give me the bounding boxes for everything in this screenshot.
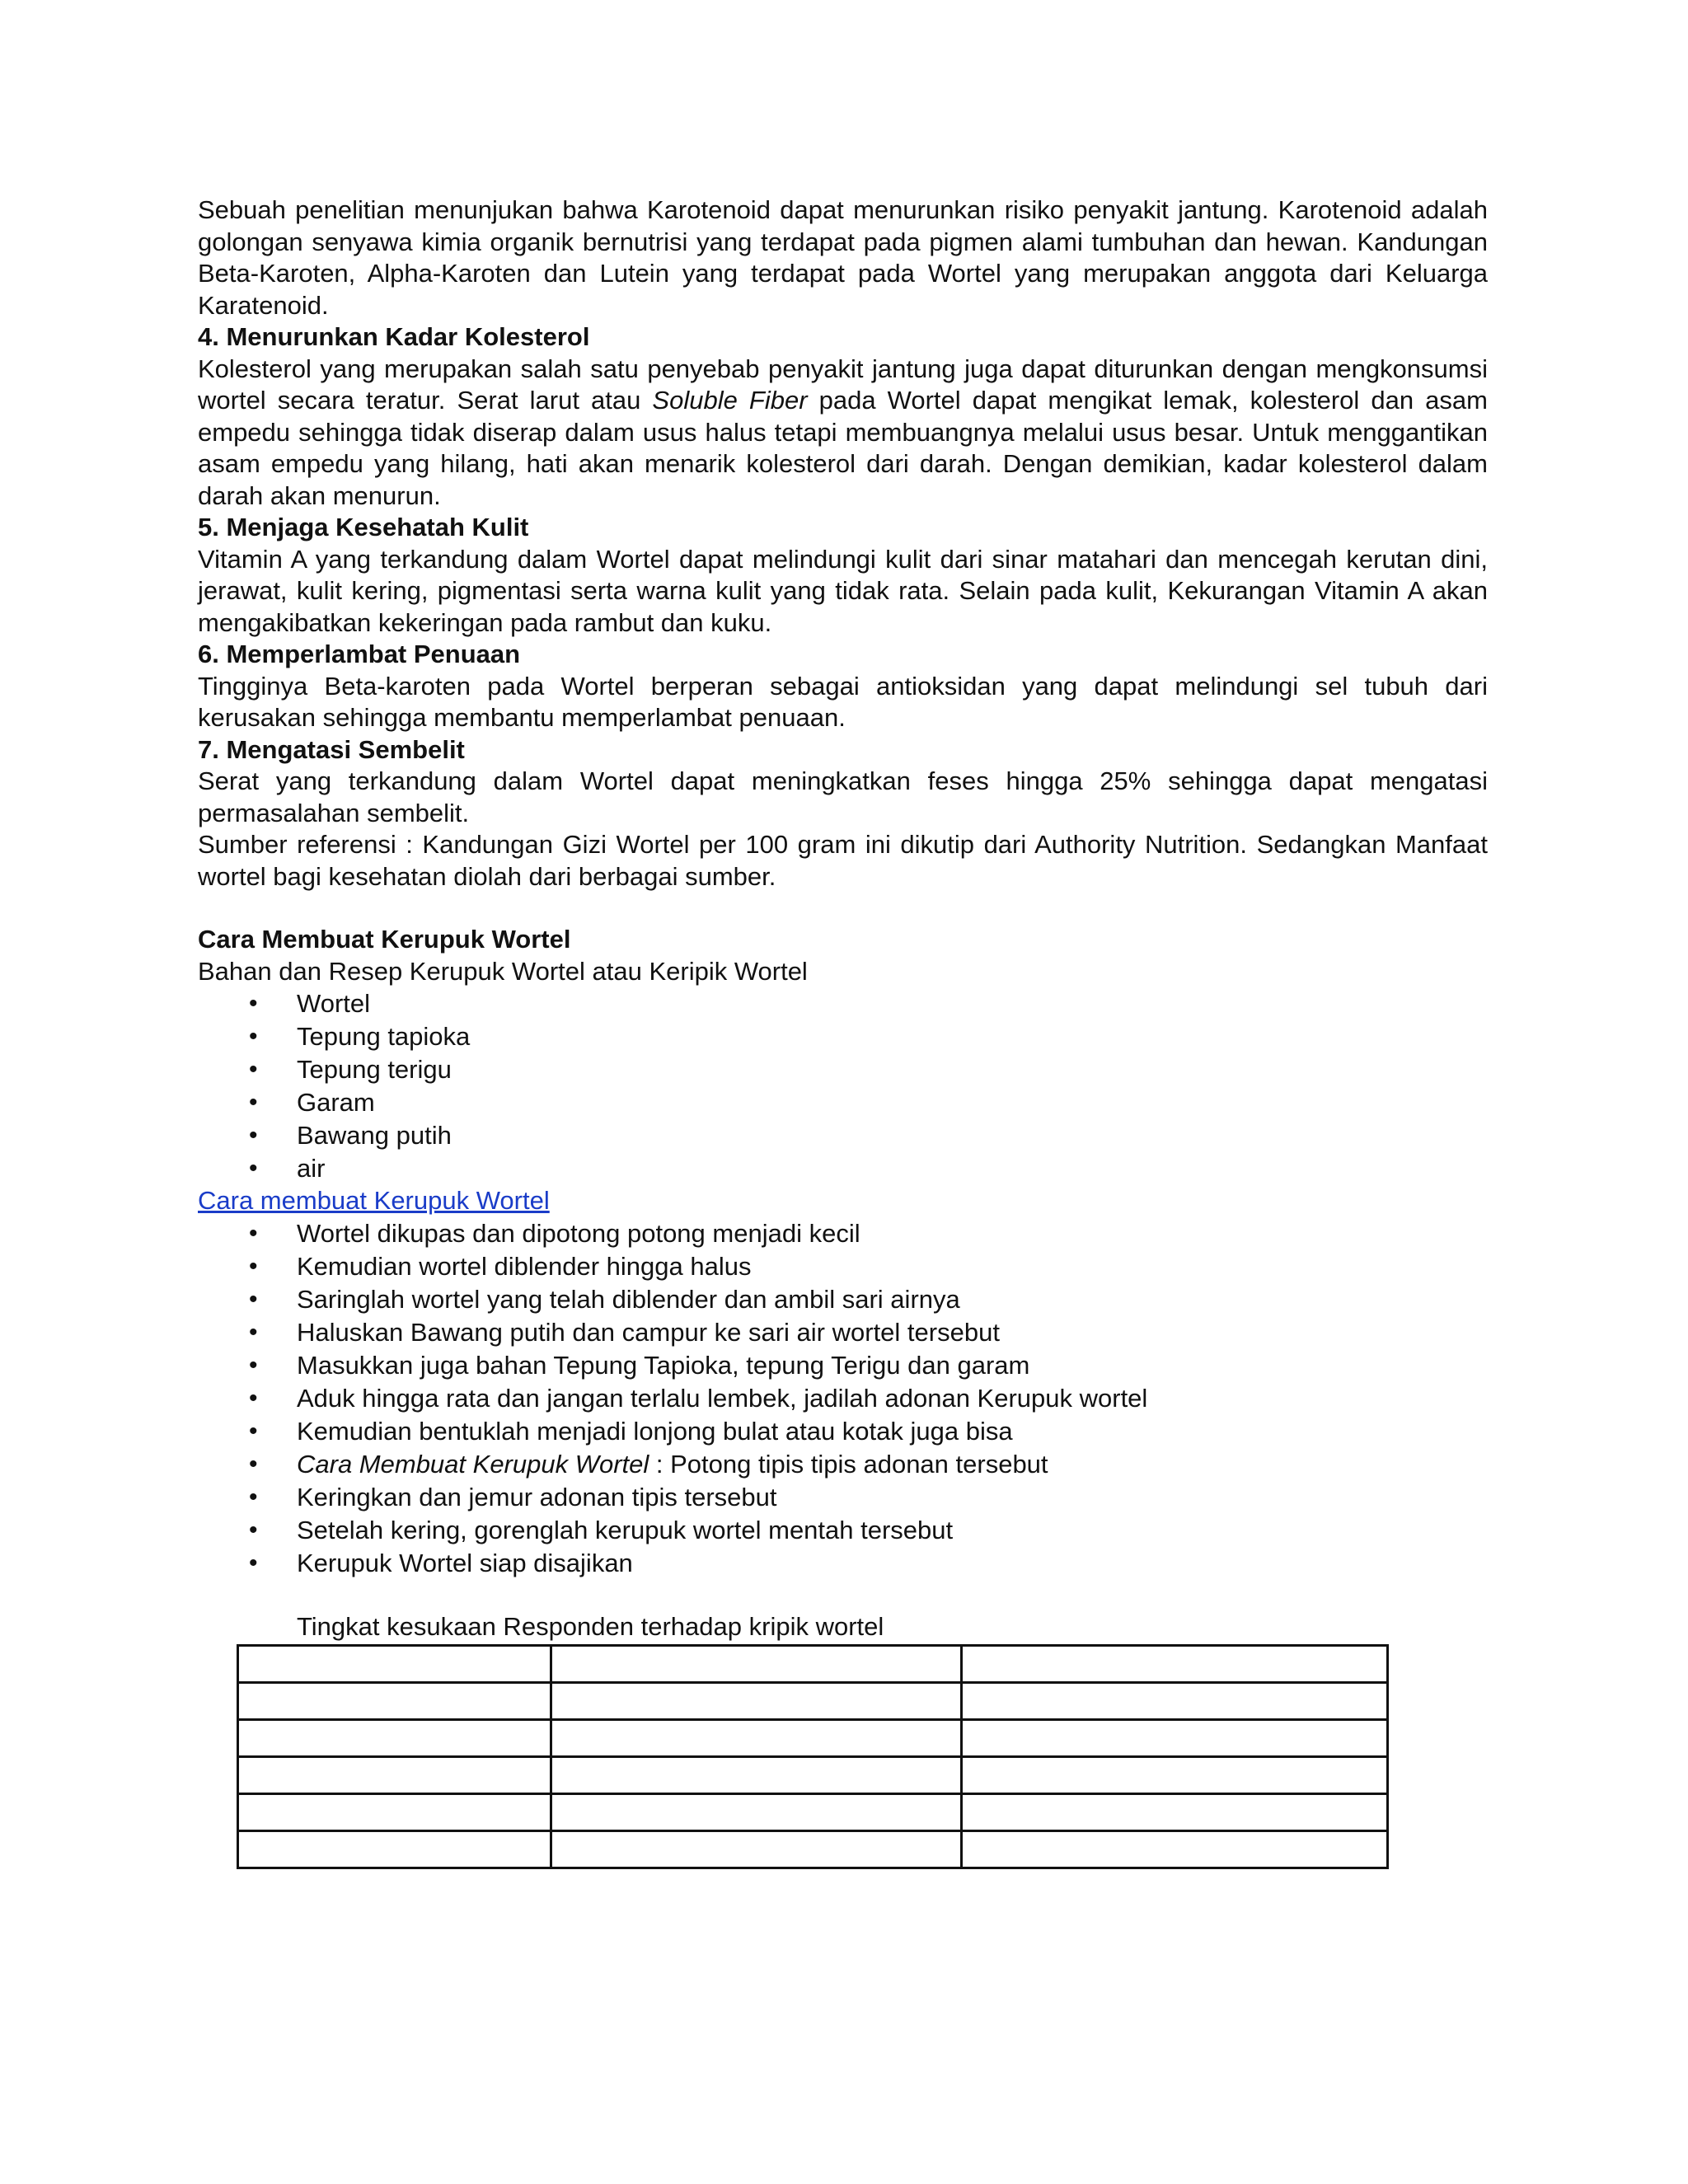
recipe-heading: Cara Membuat Kerupuk Wortel (198, 925, 571, 954)
table-row (238, 1794, 1388, 1831)
table-cell (238, 1646, 551, 1683)
ingredient-label: Garam (297, 1088, 375, 1117)
ingredient-item (198, 1119, 1488, 1152)
table-cell (962, 1646, 1388, 1683)
bullet-icon: • (249, 1155, 258, 1182)
step-item (198, 1250, 1488, 1283)
table-cell (551, 1720, 962, 1757)
step-item (198, 1217, 1488, 1250)
table-row (238, 1831, 1388, 1868)
section-text-aging: Tingginya Beta-karoten pada Wortel berperan sebagai antioksidan yang dapat melindungi sel tubuh dari kerusakan sehingga membantu memperlambat penuaan. (198, 671, 1488, 732)
section-text-cholesterol (198, 354, 1488, 513)
table-row (238, 1646, 1388, 1683)
cholesterol-text-before: Kolesterol yang merupakan salah satu penyebab penyakit jantung juga dapat diturunkan dengan mengkonsumsi wortel secara teratur. Serat larut atau (198, 354, 1488, 415)
soluble-fiber-term: Soluble Fiber (652, 386, 808, 415)
bullet-icon: • (249, 1351, 258, 1379)
bullet-icon: • (249, 1384, 258, 1412)
respondent-table (237, 1644, 1389, 1869)
document-page (198, 194, 1488, 1869)
step-label: Wortel dikupas dan dipotong potong menjadi kecil (297, 1218, 860, 1248)
recipe-steps-link[interactable]: Cara membuat Kerupuk Wortel (198, 1186, 550, 1215)
step-label: Haluskan Bawang putih dan campur ke sari air wortel tersebut (297, 1317, 1000, 1347)
ingredient-label: air (297, 1154, 326, 1183)
bullet-icon: • (249, 1122, 258, 1149)
cholesterol-text-after: pada Wortel dapat mengikat lemak, kolesterol dan asam empedu sehingga tidak diserap dalam usus halus tetapi membuangnya melalui usus besar. Untuk menggantikan asam empedu yang hilang, hati akan menarik kolesterol dari darah. Dengan demikian, kadar kolesterol dalam darah akan menurun. (198, 386, 1488, 510)
bullet-icon: • (249, 1549, 258, 1577)
section-heading-constipation: 7. Mengatasi Sembelit (198, 734, 465, 764)
bullet-icon: • (249, 1483, 258, 1511)
step-label: : Potong tipis tipis adonan tersebut (649, 1449, 1048, 1479)
step-item (198, 1382, 1488, 1415)
bullet-icon: • (249, 1089, 258, 1116)
ingredient-label: Tepung tapioka (297, 1022, 471, 1051)
section-heading-skin: 5. Menjaga Kesehatah Kulit (198, 513, 529, 541)
ingredients-list (198, 987, 1488, 1185)
step-label: Kerupuk Wortel siap disajikan (297, 1548, 633, 1577)
step-item (198, 1316, 1488, 1349)
bullet-icon: • (249, 1023, 258, 1050)
ingredient-label: Tepung terigu (297, 1055, 452, 1084)
step-label: Saringlah wortel yang telah diblender dan ambil sari airnya (297, 1284, 960, 1314)
ingredient-item (198, 1053, 1488, 1086)
ingredient-item (198, 1152, 1488, 1185)
table-cell (962, 1683, 1388, 1720)
bullet-icon: • (249, 1450, 258, 1478)
table-cell (238, 1683, 551, 1720)
step-label: Masukkan juga bahan Tepung Tapioka, tepung Terigu dan garam (297, 1350, 1030, 1380)
bullet-icon: • (249, 990, 258, 1017)
table-cell (962, 1794, 1388, 1831)
table-cell (238, 1720, 551, 1757)
table-cell (962, 1720, 1388, 1757)
ingredient-label: Wortel (297, 989, 371, 1018)
step-item (198, 1283, 1488, 1316)
bullet-icon: • (249, 1219, 258, 1247)
table-cell (551, 1794, 962, 1831)
step-item (198, 1415, 1488, 1448)
ingredient-label: Bawang putih (297, 1121, 452, 1150)
table-row (238, 1683, 1388, 1720)
bullet-icon: • (249, 1318, 258, 1346)
step-item (198, 1481, 1488, 1514)
section-text-skin: Vitamin A yang terkandung dalam Wortel dapat melindungi kulit dari sinar matahari dan mencegah kerutan dini, jerawat, kulit kering, pigmentasi serta warna kulit yang tidak rata. Selain pada kulit, Kekurangan Vitamin A akan mengakibatkan kekeringan pada rambut dan kuku. (198, 544, 1488, 637)
table-row (238, 1757, 1388, 1794)
section-text-constipation: Serat yang terkandung dalam Wortel dapat meningkatkan feses hingga 25% sehingga dapat mengatasi permasalahan sembelit. (198, 766, 1488, 827)
bullet-icon: • (249, 1252, 258, 1280)
table-cell (962, 1831, 1388, 1868)
intro-paragraph: Sebuah penelitian menunjukan bahwa Karotenoid dapat menurunkan risiko penyakit jantung. Karotenoid adalah golongan senyawa kimia organik bernutrisi yang terdapat pada pigmen alami tumbuhan dan hewan. Kandungan Beta-Karoten, Alpha-Karoten dan Lutein yang terdapat pada Wortel yang merupakan anggota dari Keluarga Karatenoid. (198, 195, 1488, 320)
ingredient-item (198, 1086, 1488, 1119)
step-italic-label: Cara Membuat Kerupuk Wortel (297, 1449, 649, 1479)
steps-list (198, 1217, 1488, 1580)
bullet-icon: • (249, 1285, 258, 1313)
step-item (198, 1448, 1488, 1481)
bullet-icon: • (249, 1056, 258, 1083)
step-label: Setelah kering, gorenglah kerupuk wortel mentah tersebut (297, 1515, 954, 1544)
ingredients-intro: Bahan dan Resep Kerupuk Wortel atau Keripik Wortel (198, 956, 808, 986)
step-label: Aduk hingga rata dan jangan terlalu lembek, jadilah adonan Kerupuk wortel (297, 1383, 1148, 1413)
table-row (238, 1720, 1388, 1757)
step-item (198, 1349, 1488, 1382)
spacer (198, 893, 1488, 924)
table-cell (551, 1831, 962, 1868)
table-cell (238, 1831, 551, 1868)
ingredient-item (198, 987, 1488, 1020)
table-cell (551, 1683, 962, 1720)
section-heading-cholesterol: 4. Menurunkan Kadar Kolesterol (198, 322, 590, 351)
step-item (198, 1547, 1488, 1580)
bullet-icon: • (249, 1516, 258, 1544)
step-label: Kemudian wortel diblender hingga halus (297, 1251, 752, 1281)
ingredient-item (198, 1020, 1488, 1053)
bullet-icon: • (249, 1417, 258, 1445)
table-cell (238, 1757, 551, 1794)
section-heading-aging: 6. Memperlambat Penuaan (198, 640, 521, 668)
table-caption: Tingkat kesukaan Responden terhadap kripik wortel (297, 1611, 884, 1641)
table-cell (962, 1757, 1388, 1794)
step-label: Keringkan dan jemur adonan tipis tersebut (297, 1482, 777, 1511)
table-cell (551, 1646, 962, 1683)
table-cell (238, 1794, 551, 1831)
table-cell (551, 1757, 962, 1794)
source-reference: Sumber referensi : Kandungan Gizi Wortel per 100 gram ini dikutip dari Authority Nutrition. Sedangkan Manfaat wortel bagi kesehatan diolah dari berbagai sumber. (198, 830, 1488, 891)
step-label: Kemudian bentuklah menjadi lonjong bulat atau kotak juga bisa (297, 1416, 1013, 1446)
step-item (198, 1514, 1488, 1547)
